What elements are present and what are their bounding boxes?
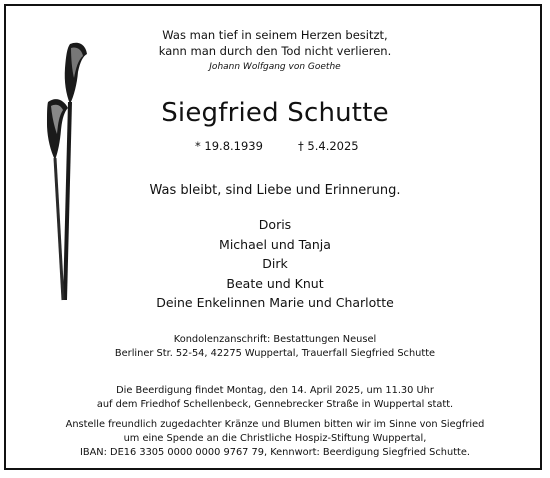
mourner-name: Deine Enkelinnen Marie und Charlotte — [156, 295, 394, 310]
motto-line-1: Was man tief in seinem Herzen besitzt, — [162, 28, 388, 42]
deceased-name: Siegfried Schutte — [161, 98, 389, 128]
memorial-quote: Was bleibt, sind Liebe und Erinnerung. — [149, 183, 401, 198]
donation-info-line-3: IBAN: DE16 3305 0000 0000 9767 79, Kennwort: Beerdigung Siegfried Schutte. — [79, 447, 471, 458]
funeral-info-line-2: auf dem Friedhof Schellenbeck, Gennebrecker Straße in Wuppertal statt. — [96, 399, 454, 410]
mourner-name: Dirk — [262, 256, 288, 271]
mourner-name: Doris — [258, 217, 292, 232]
donation-info-line-2: um eine Spende an die Christliche Hospiz-Stiftung Wuppertal, — [123, 433, 427, 444]
death-date: † 5.4.2025 — [298, 139, 359, 153]
mourner-name: Michael und Tanja — [219, 236, 331, 252]
birth-date: * 19.8.1939 — [195, 139, 263, 153]
motto-author: Johann Wolfgang von Goethe — [209, 62, 341, 72]
condolence-address-line-2: Berliner Str. 52-54, 42275 Wuppertal, Trauerfall Siegfried Schutte — [114, 348, 436, 359]
funeral-info-line-1: Die Beerdigung findet Montag, den 14. April 2025, um 11.30 Uhr — [116, 385, 434, 396]
condolence-address-line-1: Kondolenzanschrift: Bestattungen Neusel — [173, 334, 377, 345]
motto-line-2: kann man durch den Tod nicht verlieren. — [158, 44, 392, 58]
mourner-name: Beate und Knut — [226, 275, 324, 291]
donation-info-line-1: Anstelle freundlich zugedachter Kränze und Blumen bitten wir im Sinne von Siegfried — [65, 419, 485, 430]
